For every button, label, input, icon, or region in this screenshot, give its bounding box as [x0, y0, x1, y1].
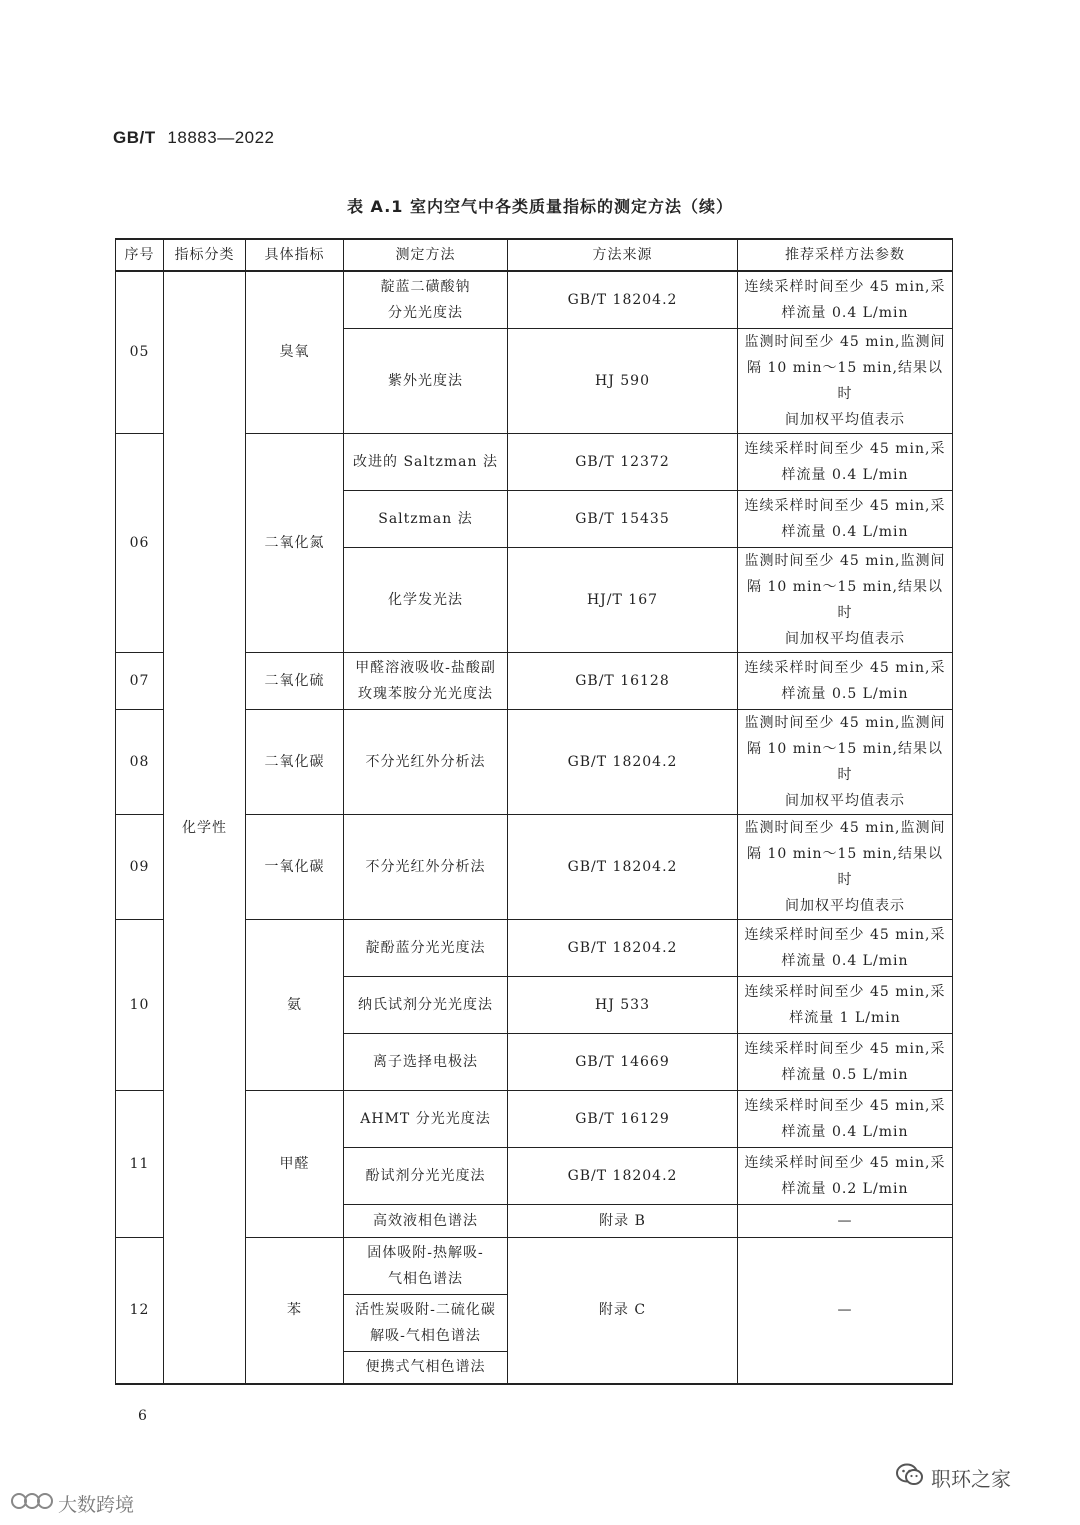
- method-cell: 靛酚蓝分光光度法: [344, 919, 508, 976]
- params-cell: [738, 547, 953, 652]
- col-header-category: 指标分类: [164, 239, 246, 271]
- param-line: 隔 10 min～15 min,结果以时: [747, 740, 943, 783]
- source-cell: GB/T 16128: [508, 652, 738, 709]
- param-line: 连续采样时间至少 45 min,采: [744, 440, 946, 457]
- method-cell: [344, 652, 508, 709]
- param-line: 间加权平均值表示: [785, 630, 905, 647]
- standard-prefix: GB/T: [113, 128, 156, 147]
- indicator-cell: 甲醛: [246, 1090, 344, 1237]
- param-line: 间加权平均值表示: [785, 411, 905, 428]
- params-cell: [738, 709, 953, 814]
- method-cell: 离子选择电极法: [344, 1033, 508, 1090]
- table-header-row: [116, 239, 953, 271]
- param-line: 样流量 1 L/min: [789, 1009, 901, 1026]
- method-cell: 紫外光度法: [344, 328, 508, 433]
- source-cell: GB/T 14669: [508, 1033, 738, 1090]
- wechat-icon: [895, 1462, 925, 1493]
- param-line: 间加权平均值表示: [785, 897, 905, 914]
- param-line: 样流量 0.5 L/min: [781, 685, 909, 702]
- row-number: 06: [116, 433, 164, 652]
- source-cell: GB/T 15435: [508, 490, 738, 547]
- params-cell: [738, 1147, 953, 1204]
- param-line: 监测时间至少 45 min,监测间: [744, 552, 946, 569]
- param-line: 样流量 0.5 L/min: [781, 1066, 909, 1083]
- source-cell: 附录 C: [508, 1237, 738, 1384]
- source-cell: GB/T 18204.2: [508, 814, 738, 919]
- param-line: 样流量 0.4 L/min: [781, 304, 909, 321]
- source-cell: HJ 533: [508, 976, 738, 1033]
- col-header-source: 方法来源: [508, 239, 738, 271]
- param-line: 监测时间至少 45 min,监测间: [744, 714, 946, 731]
- indicator-cell: 一氧化碳: [246, 814, 344, 919]
- row-number: 07: [116, 652, 164, 709]
- params-cell: [738, 814, 953, 919]
- indicator-cell: 二氧化氮: [246, 433, 344, 652]
- method-cell: 高效液相色谱法: [344, 1204, 508, 1237]
- watermark-right: [895, 1462, 1011, 1493]
- param-line: 连续采样时间至少 45 min,采: [744, 983, 946, 1000]
- param-line: 连续采样时间至少 45 min,采: [744, 659, 946, 676]
- method-cell: AHMT 分光光度法: [344, 1090, 508, 1147]
- param-line: 样流量 0.4 L/min: [781, 466, 909, 483]
- method-cell: [344, 271, 508, 328]
- param-line: 连续采样时间至少 45 min,采: [744, 1040, 946, 1057]
- category-cell: 化学性: [164, 271, 246, 1384]
- params-cell: [738, 328, 953, 433]
- table-row: [116, 271, 953, 328]
- params-cell: [738, 433, 953, 490]
- param-line: 连续采样时间至少 45 min,采: [744, 278, 946, 295]
- param-line: 样流量 0.4 L/min: [781, 1123, 909, 1140]
- method-cell: 化学发光法: [344, 547, 508, 652]
- brand-logo-icon: [10, 1490, 54, 1517]
- source-cell: 附录 B: [508, 1204, 738, 1237]
- col-header-params: 推荐采样方法参数: [738, 239, 953, 271]
- method-cell: 不分光红外分析法: [344, 814, 508, 919]
- row-number: 08: [116, 709, 164, 814]
- col-header-method: 测定方法: [344, 239, 508, 271]
- indicator-cell: 臭氧: [246, 271, 344, 433]
- method-line: 靛蓝二磺酸钠: [380, 278, 471, 295]
- params-cell: [738, 919, 953, 976]
- method-cell: 便携式气相色谱法: [344, 1351, 508, 1384]
- method-line: 固体吸附-热解吸-: [367, 1244, 484, 1261]
- params-cell: [738, 490, 953, 547]
- page-number: 6: [138, 1408, 147, 1424]
- param-line: 连续采样时间至少 45 min,采: [744, 926, 946, 943]
- method-cell: 酚试剂分光光度法: [344, 1147, 508, 1204]
- method-line: 气相色谱法: [388, 1270, 463, 1287]
- param-line: 监测时间至少 45 min,监测间: [744, 819, 946, 836]
- method-line: 玫瑰苯胺分光光度法: [358, 685, 493, 702]
- params-cell: [738, 652, 953, 709]
- row-number: 10: [116, 919, 164, 1090]
- source-cell: GB/T 18204.2: [508, 1147, 738, 1204]
- source-cell: GB/T 16129: [508, 1090, 738, 1147]
- indicator-cell: 苯: [246, 1237, 344, 1384]
- standard-code: [113, 128, 275, 148]
- param-line: 监测时间至少 45 min,监测间: [744, 333, 946, 350]
- source-cell: HJ 590: [508, 328, 738, 433]
- watermark-left: [10, 1490, 134, 1517]
- col-header-no: 序号: [116, 239, 164, 271]
- param-line: 隔 10 min～15 min,结果以时: [747, 845, 943, 888]
- param-line: 样流量 0.2 L/min: [781, 1180, 909, 1197]
- method-cell: [344, 1294, 508, 1351]
- watermark-right-text: 职环之家: [931, 1467, 1011, 1491]
- params-cell: —: [738, 1204, 953, 1237]
- row-number: 12: [116, 1237, 164, 1384]
- param-line: 样流量 0.4 L/min: [781, 523, 909, 540]
- param-line: 隔 10 min～15 min,结果以时: [747, 359, 943, 402]
- col-header-indicator: 具体指标: [246, 239, 344, 271]
- param-line: 连续采样时间至少 45 min,采: [744, 1097, 946, 1114]
- params-cell: [738, 271, 953, 328]
- method-cell: 不分光红外分析法: [344, 709, 508, 814]
- param-line: 连续采样时间至少 45 min,采: [744, 1154, 946, 1171]
- source-cell: GB/T 12372: [508, 433, 738, 490]
- measurement-methods-table: [115, 238, 953, 1385]
- params-cell: —: [738, 1237, 953, 1384]
- row-number: 11: [116, 1090, 164, 1237]
- params-cell: [738, 976, 953, 1033]
- watermark-left-text: 大数跨境: [58, 1494, 135, 1516]
- indicator-cell: 氨: [246, 919, 344, 1090]
- method-line: 解吸-气相色谱法: [370, 1327, 481, 1344]
- method-cell: 改进的 Saltzman 法: [344, 433, 508, 490]
- param-line: 样流量 0.4 L/min: [781, 952, 909, 969]
- method-line: 甲醛溶液吸收-盐酸副: [355, 659, 496, 676]
- method-line: 分光光度法: [388, 304, 463, 321]
- param-line: 连续采样时间至少 45 min,采: [744, 497, 946, 514]
- indicator-cell: 二氧化碳: [246, 709, 344, 814]
- param-line: 隔 10 min～15 min,结果以时: [747, 578, 943, 621]
- row-number: 05: [116, 271, 164, 433]
- params-cell: [738, 1033, 953, 1090]
- source-cell: GB/T 18204.2: [508, 709, 738, 814]
- source-cell: GB/T 18204.2: [508, 271, 738, 328]
- standard-number: 18883—2022: [167, 128, 275, 147]
- method-cell: [344, 1237, 508, 1294]
- method-cell: 纳氏试剂分光光度法: [344, 976, 508, 1033]
- params-cell: [738, 1090, 953, 1147]
- param-line: 间加权平均值表示: [785, 792, 905, 809]
- method-line: 活性炭吸附-二硫化碳: [355, 1301, 496, 1318]
- method-cell: Saltzman 法: [344, 490, 508, 547]
- source-cell: GB/T 18204.2: [508, 919, 738, 976]
- table-title: 表 A.1 室内空气中各类质量指标的测定方法（续）: [346, 197, 734, 216]
- source-cell: HJ/T 167: [508, 547, 738, 652]
- row-number: 09: [116, 814, 164, 919]
- indicator-cell: 二氧化硫: [246, 652, 344, 709]
